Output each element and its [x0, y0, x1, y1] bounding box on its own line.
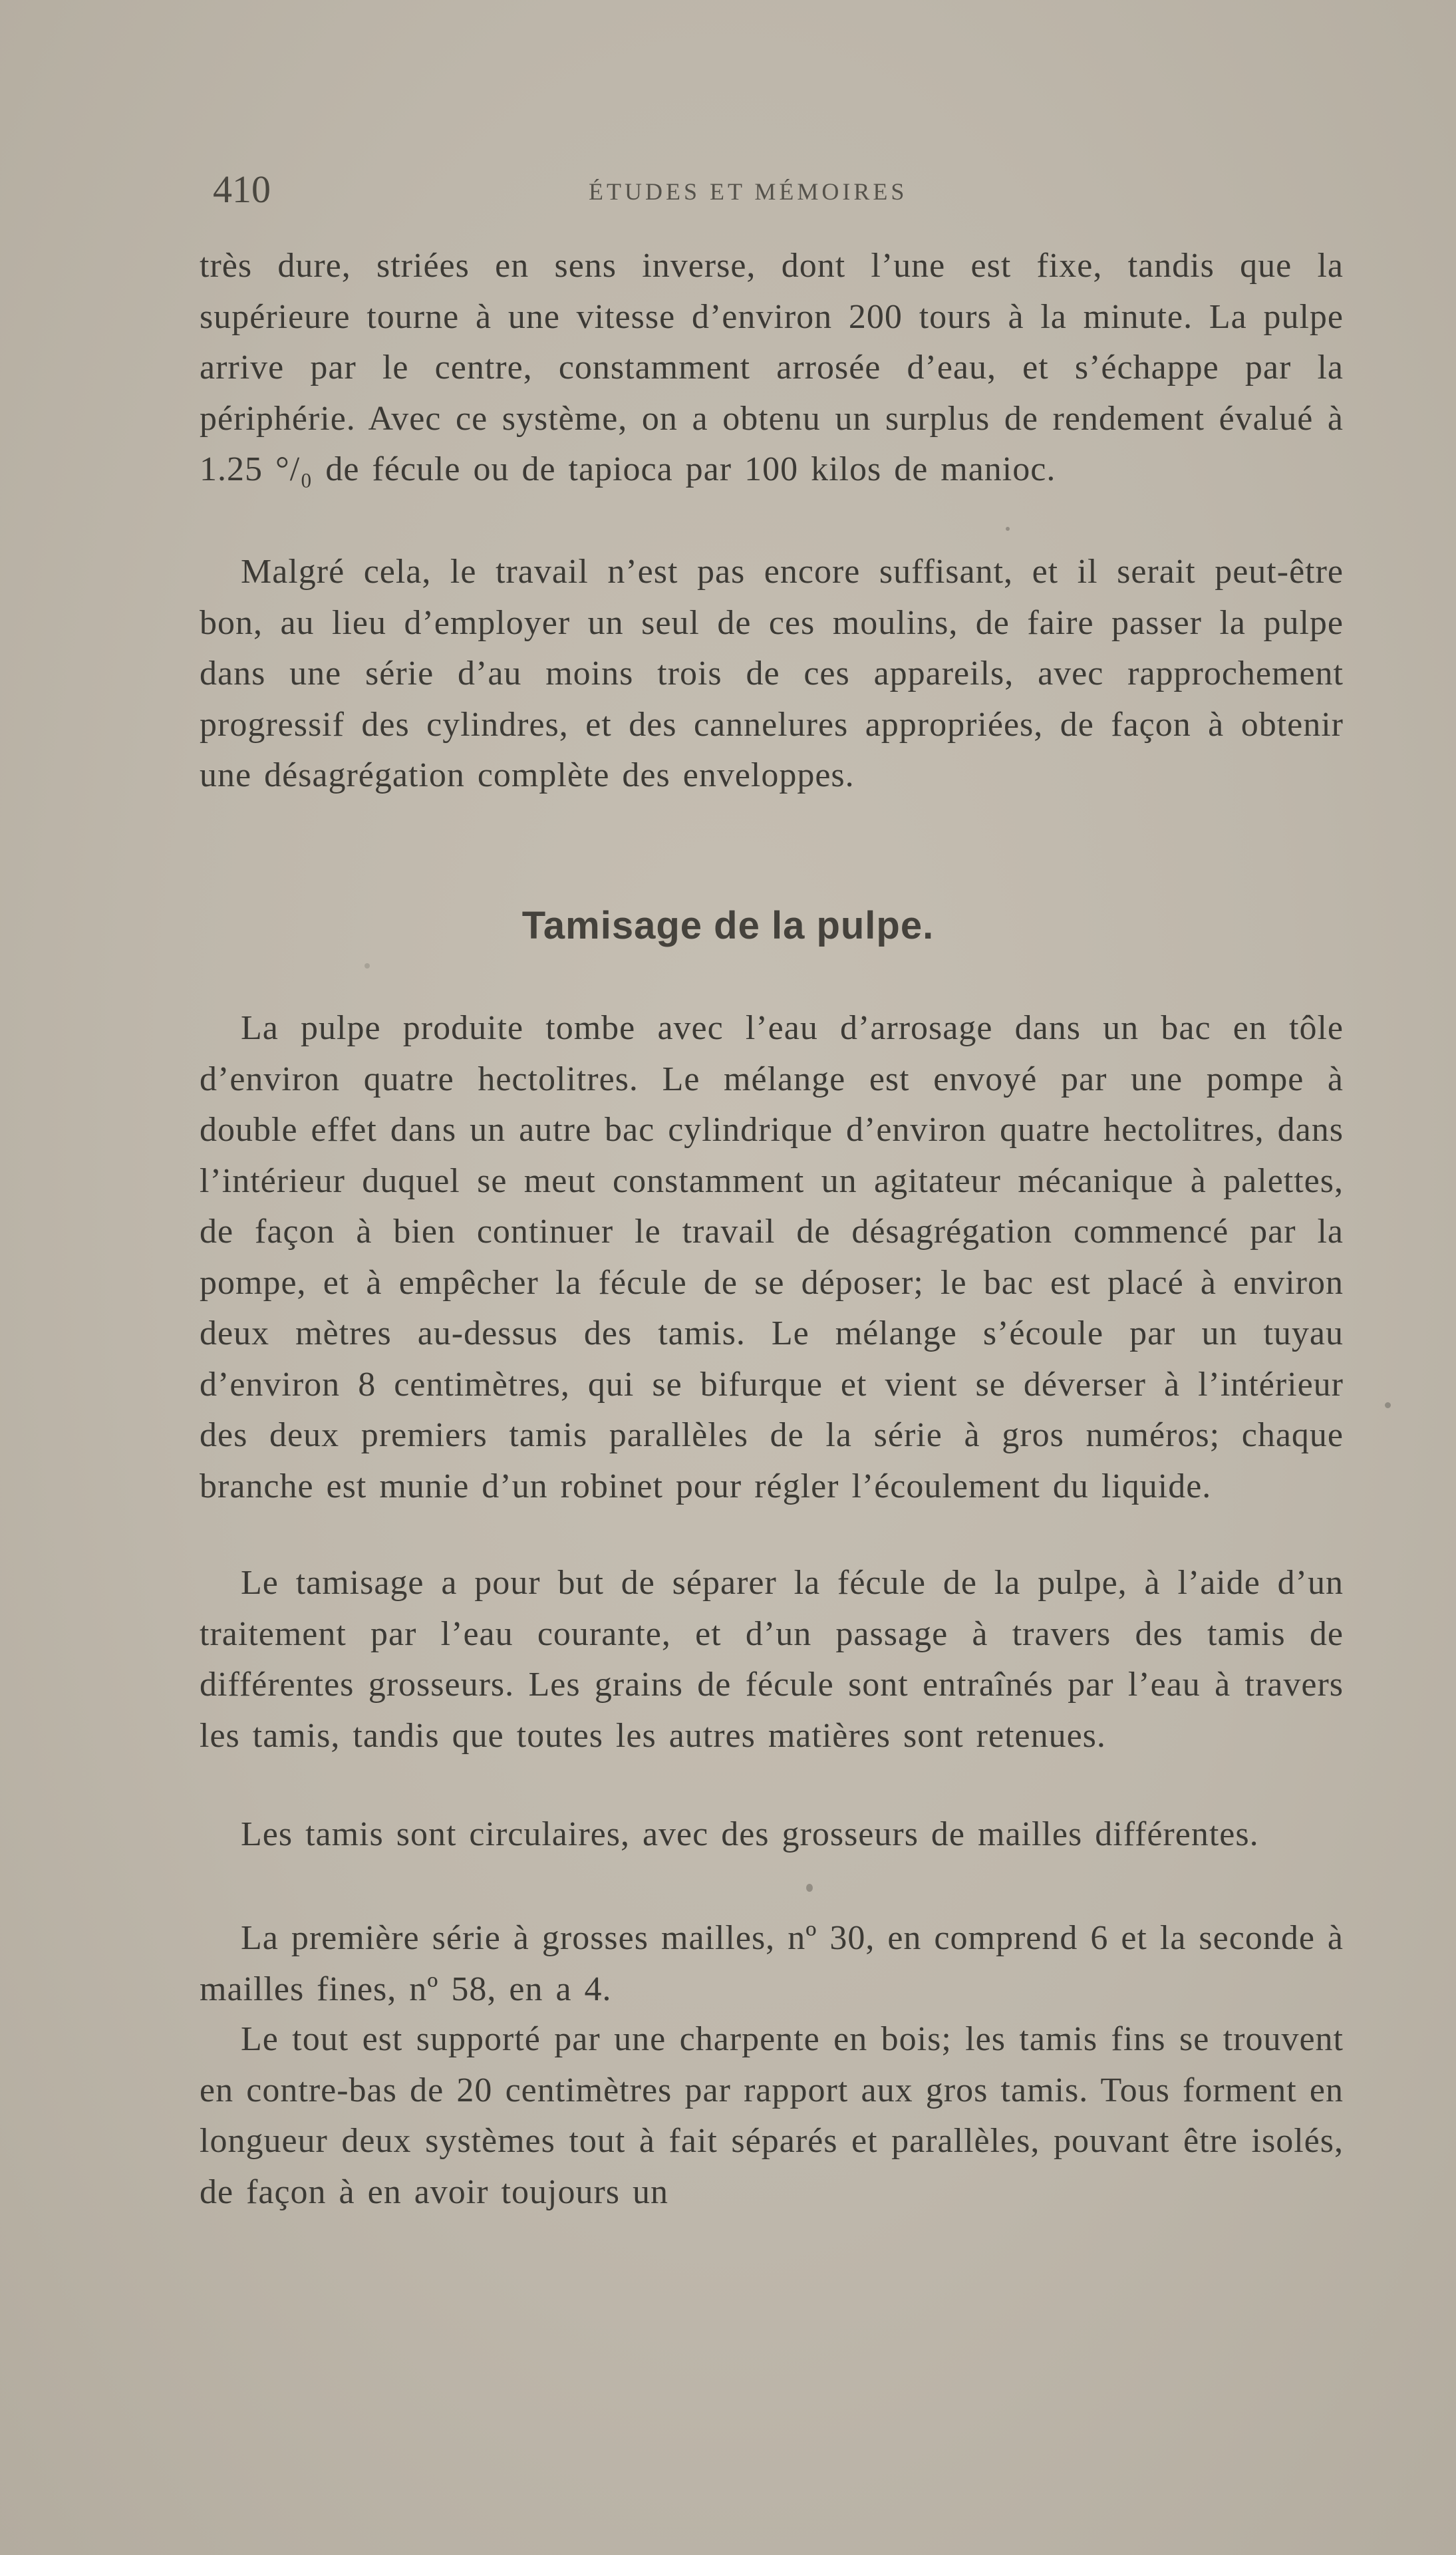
paragraph: Le tout est supporté par une charpente en bois; les tamis fins se trouvent en contre-bas de 20 centimètres par rapport aux gros tamis. Tous forment en longueur deux systèmes tout à fait séparés et parallèles, pouvant être isolés, de façon à en avoir toujours un	[200, 2020, 1344, 2211]
paragraph-continued: très dure, striées en sens inverse, dont l’une est fixe, tandis que la supérieure tourne à une vitesse d’environ 200 tours à la minute. La pulpe arrive par le centre, constamment arrosée d’eau, et s’échappe par la périphérie. Avec ce système, on a obtenu un surplus de rendement évalué à 1.25 °/₀ de fécule ou de tapioca par 100 kilos de manioc.	[200, 247, 1344, 488]
paragraph: La première série à grosses mailles, nº 30, en comprend 6 et la seconde à mailles fines, nº 58, en a 4.	[200, 1919, 1344, 2008]
paper-speck	[364, 963, 370, 969]
paper-speck	[1006, 527, 1010, 531]
paper-speck	[806, 1884, 813, 1892]
page-number: 410	[213, 168, 271, 211]
paragraph: Le tamisage a pour but de séparer la fécule de la pulpe, à l’aide d’un traitement par l’eau courante, et d’un passage à travers des tamis de différentes grosseurs. Les grains de fécule sont entraînés par l’eau à travers les tamis, tandis que toutes les autres matières sont retenues.	[200, 1564, 1344, 1755]
running-head-title: ÉTUDES ET MÉMOIRES	[589, 178, 908, 205]
section-heading: Tamisage de la pulpe.	[521, 904, 935, 947]
paragraph: Les tamis sont circulaires, avec des grosseurs de mailles différentes.	[241, 1815, 1259, 1853]
paragraph: Malgré cela, le travail n’est pas encore suffisant, et il serait peut-être bon, au lieu d’employer un seul de ces moulins, de faire passer la pulpe dans une série d’au moins trois de ces appareils, avec rapprochement progressif des cylindres, et des cannelures appropriées, de façon à obtenir une désagrégation complète des enveloppes.	[200, 553, 1344, 794]
running-head	[213, 166, 1344, 213]
paragraph: La pulpe produite tombe avec l’eau d’arrosage dans un bac en tôle d’environ quatre hectolitres. Le mélange est envoyé par une pompe à double effet dans un autre bac cylindrique d’environ quatre hectolitres, dans l’intérieur duquel se meut constamment un agitateur mécanique à palettes, de façon à bien continuer le travail de désagrégation commencé par la pompe, et à empêcher la fécule de se déposer; le bac est placé à environ deux mètres au-dessus des tamis. Le mélange s’écoule par un tuyau d’environ 8 centimètres, qui se bifurque et vient se déverser à l’intérieur des deux premiers tamis parallèles de la série à gros numéros; chaque branche est munie d’un robinet pour régler l’écoulement du liquide.	[200, 1009, 1344, 1505]
paper-speck	[1385, 1402, 1391, 1408]
